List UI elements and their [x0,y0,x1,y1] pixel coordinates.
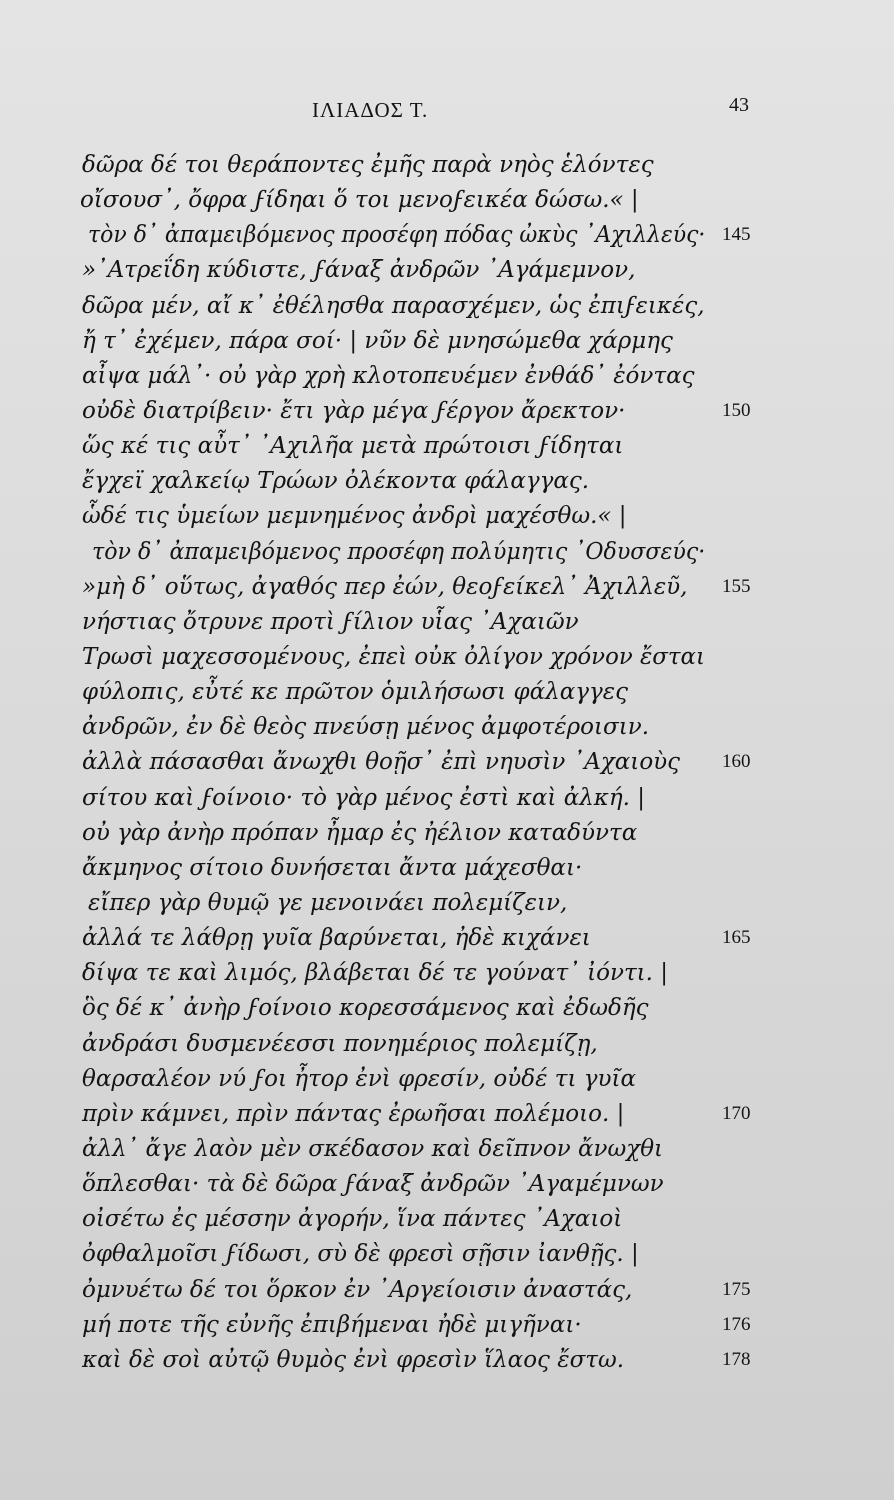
verse-line [0,535,894,570]
verse-text: ὀμνυέτω δέ τοι ὅρκον ἐν ᾽Αργείοισιν ἀναστάς, [82,1276,633,1303]
verse-text: σίτου καὶ ϝοίνοιο· τὸ γὰρ μένος ἐστὶ καὶ ἀλκή. | [82,784,646,811]
verse-text: φύλοπις, εὖτέ κε πρῶτον ὁμιλήσωσι φάλαγγες [82,679,628,706]
verse-text: ἀλλὰ πάσασθαι ἄνωχθι θοῇσ᾽ ἐπὶ νηυσὶν ᾽Αχαιοὺς [82,749,681,776]
verse-text: ἤ τ᾽ ἐχέμεν, πάρα σοί· | νῦν δὲ μνησώμεθα χάρμης [82,327,673,354]
verse-text: δίψα τε καὶ λιμός, βλάβεται δέ τε γούνατ᾽ ἰόντι. | [82,960,669,987]
verse-text: »μὴ δ᾽ οὕτως, ἀγαθός περ ἐών, θεοϝείκελ᾽ Ἀχιλλεῦ, [82,573,688,600]
verse-text: νήστιας ὄτρυνε προτὶ ϝίλιον υἷας ᾽Αχαιῶν [82,608,579,635]
line-number: 165 [722,927,751,949]
verse-line [0,851,894,886]
verse-line [0,394,894,429]
verse-text: ἀνδράσι δυσμενέεσσι πονημέριος πολεμίζῃ, [82,1030,598,1057]
verse-text: ἄκμηνος σίτοιο δυνήσεται ἄντα μάχεσθαι· [82,854,583,881]
verse-line [0,745,894,780]
verse-text: οἴσουσ᾽, ὄφρα ϝίδηαι ὅ τοι μενοϝεικέα δώσω.« | [80,187,639,214]
verse-text: καὶ δὲ σοὶ αὐτῷ θυμὸς ἐνὶ φρεσὶν ἵλαος ἔστω. [82,1346,625,1373]
line-number: 145 [722,224,751,246]
verse-line [0,1202,894,1237]
verse-text: ὧδέ τις ὑμείων μεμνημένος ἀνδρὶ μαχέσθω.« | [82,503,627,530]
verse-line [0,183,894,218]
verse-text: οὐ γὰρ ἀνὴρ πρόπαν ἦμαρ ἐς ἠέλιον καταδύντα [82,819,638,846]
running-head [0,94,894,128]
verse-text: δῶρα μέν, αἴ κ᾽ ἐθέλησθα παρασχέμεν, ὡς ἐπιϝεικές, [82,292,705,319]
verse-line [0,1273,894,1308]
verse-text: πρὶν κάμνει, πρὶν πάντας ἐρωῆσαι πολέμοιο. | [82,1100,625,1127]
line-number: 170 [722,1102,751,1124]
verse-line [0,1237,894,1272]
verse-text: »᾽Ατρεΐδη κύδιστε, ϝάναξ ἀνδρῶν ᾽Αγάμεμνον, [82,257,636,284]
verse-text: τὸν δ᾽ ἀπαμειβόμενος προσέφη πόδας ὠκὺς ᾽Αχιλλεύς· [88,222,706,249]
verse-text: οὐδὲ διατρίβειν· ἔτι γὰρ μέγα ϝέργον ἄρεκτον· [82,397,626,424]
verse-text: ὀφθαλμοῖσι ϝίδωσι, σὺ δὲ φρεσὶ σῇσιν ἰανθῇς. | [82,1241,639,1268]
verse-text: αἶψα μάλ᾽· οὐ γὰρ χρὴ κλοτοπευέμεν ἐνθάδ᾽ ἐόντας [82,362,695,389]
verse-line [0,1132,894,1167]
verse-text: δῶρα δέ τοι θεράποντες ἐμῆς παρὰ νηὸς ἑλόντες [82,152,654,178]
line-number: 160 [722,751,751,773]
line-number: 176 [722,1313,751,1335]
verse-line [0,710,894,745]
verse-line [0,1167,894,1202]
verse-text: οἰσέτω ἐς μέσσην ἀγορήν, ἵνα πάντες ᾽Αχαιοὶ [82,1206,623,1233]
verse-line [0,1343,894,1378]
verse-text: εἴπερ γὰρ θυμῷ γε μενοινάει πολεμίζειν, [88,889,568,916]
verse-line [0,675,894,710]
verse-text: μή ποτε τῆς εὐνῆς ἐπιβήμεναι ἠδὲ μιγῆναι· [82,1311,582,1338]
page-number: 43 [729,94,749,116]
verse-line [0,499,894,534]
verse-text: Τρωσὶ μαχεσσομένους, ἐπεὶ οὐκ ὀλίγον χρόνον ἔσται [82,643,705,670]
verse-line [0,1308,894,1343]
verse-text: ἀλλά τε λάθρῃ γυῖα βαρύνεται, ἠδὲ κιχάνει [82,925,591,952]
verse-text: ἀλλ᾽ ἄγε λαὸν μὲν σκέδασον καὶ δεῖπνον ἄνωχθι [82,1135,664,1162]
verse-text: ἔγχεϊ χαλκείῳ Τρώων ὀλέκοντα φάλαγγας. [82,468,590,495]
verse-text: θαρσαλέον νύ ϝοι ἦτορ ἐνὶ φρεσίν, οὐδέ τι γυῖα [82,1065,637,1092]
verse-line [0,218,894,253]
line-number: 175 [722,1278,751,1300]
verse-line [0,1062,894,1097]
verse-line [0,781,894,816]
verse-text: ὥς κέ τις αὖτ᾽ ᾽Αχιλῆα μετὰ πρώτοισι ϝίδηται [82,433,624,460]
verse-line [0,289,894,324]
verse-line [0,921,894,956]
verse-line [0,148,894,183]
running-title: ΙΛΙΑΔΟΣ Τ. [312,98,429,122]
verse-line [0,464,894,499]
verse-line [0,570,894,605]
verse-line [0,816,894,851]
verse-line [0,1027,894,1062]
verse-line [0,429,894,464]
verse-line [0,324,894,359]
verse-text: τὸν δ᾽ ἀπαμειβόμενος προσέφη πολύμητις ᾽Οδυσσεύς· [92,538,706,565]
verse-line [0,605,894,640]
line-number: 150 [722,399,751,421]
verse-text: ἀνδρῶν, ἐν δὲ θεὸς πνεύσῃ μένος ἀμφοτέροισιν. [82,714,650,741]
verse-line [0,956,894,991]
verse-line [0,640,894,675]
line-number: 155 [722,575,751,597]
verse-text: ὅπλεσθαι· τὰ δὲ δῶρα ϝάναξ ἀνδρῶν ᾽Αγαμέμνων [82,1171,664,1198]
verse-line [0,1097,894,1132]
verse-text: ὃς δέ κ᾽ ἀνὴρ ϝοίνοιο κορεσσάμενος καὶ ἐδωδῆς [82,995,649,1022]
verse-block [0,148,894,1378]
line-number: 178 [722,1348,751,1370]
verse-line [0,359,894,394]
verse-line [0,886,894,921]
verse-line [0,253,894,288]
verse-line [0,991,894,1026]
